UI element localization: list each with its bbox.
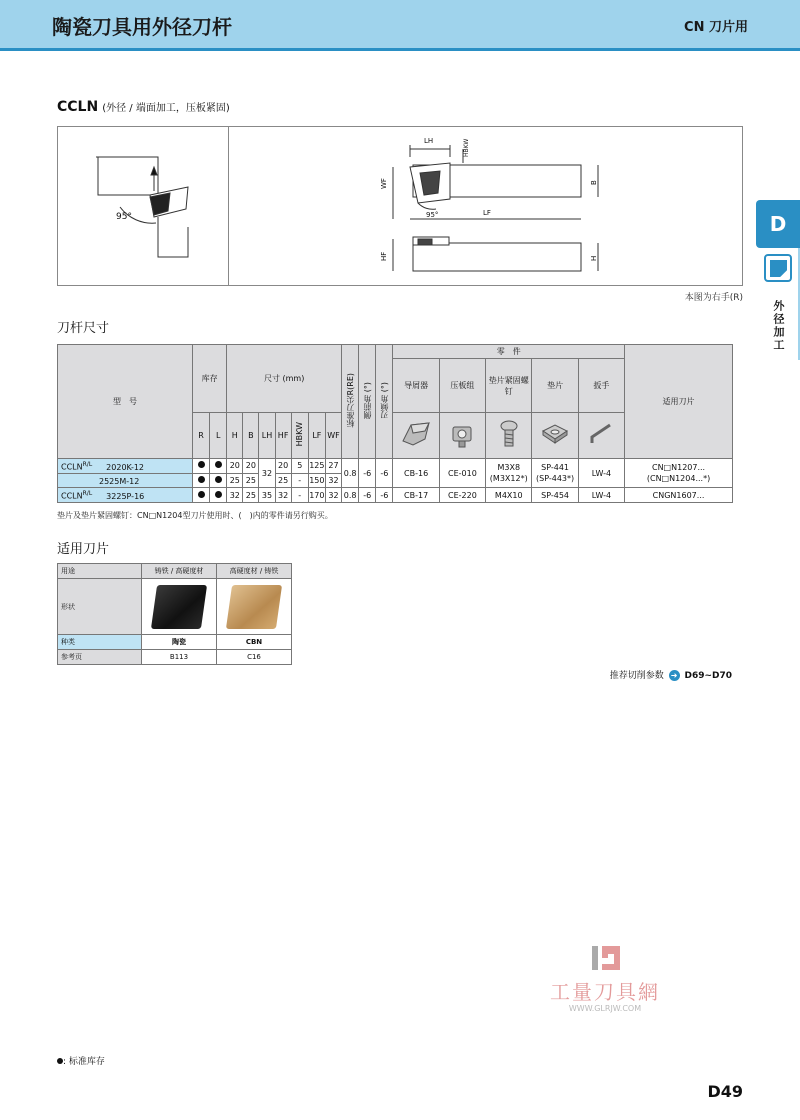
row-shape-label: 形状 xyxy=(58,579,142,635)
section-label: 外径加工 xyxy=(772,300,785,352)
right-angle-label: 95° xyxy=(426,211,439,219)
model-description: (外径 / 端面加工，压板紧固) xyxy=(102,103,230,114)
col-parts-header: 零 件 xyxy=(393,345,625,359)
cell-wf: 32 xyxy=(325,473,341,488)
cell-side-angle: -6 xyxy=(359,459,376,488)
parts-wrench-header: 扳手 xyxy=(578,359,624,413)
holder-spec-table xyxy=(57,344,733,503)
stock-r-header: R xyxy=(192,413,209,459)
table-row-model: $CCLN^{R/L}$ 3225P-16 xyxy=(58,488,193,503)
recommend-label: 推荐切削参数 xyxy=(609,671,664,681)
b-label: B xyxy=(590,180,598,185)
arrow-right-icon: ➜ xyxy=(669,670,680,681)
cell-wrench: LW-4 xyxy=(578,488,624,503)
top-view xyxy=(393,145,598,219)
col-incl-angle-header: 刃倾角 (°) xyxy=(376,345,393,459)
stock-l-dot xyxy=(210,459,227,474)
shim-icon xyxy=(532,413,578,459)
cell-chipbreaker: CB-17 xyxy=(393,488,439,503)
side-view xyxy=(393,237,598,271)
cell-chipbreaker: CB-16 xyxy=(393,459,439,488)
dim-lf-header: LF xyxy=(308,413,325,459)
dim-b-header: B xyxy=(243,413,259,459)
lh-label: LH xyxy=(424,137,434,145)
row-ref-label: 参考页 xyxy=(58,650,142,665)
type-cbn: CBN xyxy=(217,635,292,650)
model-heading xyxy=(57,99,230,115)
h-label: H xyxy=(590,255,598,261)
hf-label: HF xyxy=(380,251,388,261)
col-re-header: 标准刀尖R(RE) xyxy=(342,345,359,459)
inserts-heading: 适用刀片 xyxy=(57,542,110,557)
cell-hf: 25 xyxy=(275,473,291,488)
row-type-label: 种类 xyxy=(58,635,142,650)
header-underline xyxy=(0,48,800,51)
hbkw-label: HBKW xyxy=(463,138,470,157)
cell-side-angle: -6 xyxy=(359,488,376,503)
cell-re: 0.8 xyxy=(342,459,359,488)
cell-screw: M4X10 xyxy=(486,488,532,503)
cell-shim: SP-454 xyxy=(532,488,578,503)
watermark-text: 工量刀具網 xyxy=(550,980,660,1004)
wrench-icon xyxy=(578,413,624,459)
col-model-header: 型 号 xyxy=(58,345,193,459)
stock-r-dot xyxy=(192,473,209,488)
recommended-params[interactable] xyxy=(610,668,732,681)
stock-l-dot xyxy=(210,473,227,488)
cell-lh: 32 xyxy=(259,459,275,488)
chipbreaker-icon xyxy=(393,413,439,459)
cell-screw: M3X8 (M3X12*) xyxy=(486,459,532,488)
stock-legend: : 标准库存 xyxy=(57,1054,105,1067)
row-use-label: 用途 xyxy=(58,564,142,579)
left-angle-label: 95° xyxy=(116,212,132,222)
dim-h-header: H xyxy=(227,413,243,459)
parts-chipbreaker-header: 导屑器 xyxy=(393,359,439,413)
cbn-insert-image xyxy=(217,579,292,635)
cell-h: 25 xyxy=(227,473,243,488)
cell-hbkw: 5 xyxy=(291,459,308,474)
cell-wf: 27 xyxy=(325,459,341,474)
insert-table xyxy=(57,563,292,665)
cell-lf: 170 xyxy=(308,488,325,503)
model-code: CCLN xyxy=(57,99,99,115)
col-dims-header: 尺寸 (mm) xyxy=(227,345,342,413)
type-ceramic: 陶瓷 xyxy=(142,635,217,650)
col-inserts-header: 适用刀片 xyxy=(625,345,733,459)
watermark-logo-icon xyxy=(590,944,622,974)
cell-shim: SP-441 (SP-443*) xyxy=(532,459,578,488)
cell-h: 20 xyxy=(227,459,243,474)
turning-icon xyxy=(764,254,792,282)
workpiece-view xyxy=(96,157,188,257)
table-row-model: 2525M-12 xyxy=(58,473,193,488)
dim-lh-header: LH xyxy=(259,413,275,459)
parts-shim-header: 垫片 xyxy=(532,359,578,413)
page-title: 陶瓷刀具用外径刀杆 xyxy=(52,15,232,39)
holder-drawing xyxy=(58,127,742,285)
table-row-model: $CCLN^{R/L}$ 2020K-12 xyxy=(58,459,193,474)
ref-ceramic[interactable]: B113 xyxy=(142,650,217,665)
stock-r-dot xyxy=(192,459,209,474)
wf-label: WF xyxy=(380,178,388,189)
cell-hf: 20 xyxy=(275,459,291,474)
holder-diagram xyxy=(57,126,743,286)
watermark xyxy=(535,944,675,1024)
cell-b: 20 xyxy=(243,459,259,474)
col-side-angle-header: 侧前角 (°) xyxy=(359,345,376,459)
cell-re: 0.8 xyxy=(342,488,359,503)
parts-screw-header: 垫片紧固螺钉 xyxy=(486,359,532,413)
cell-incl-angle: -6 xyxy=(376,488,393,503)
stock-l-header: L xyxy=(210,413,227,459)
cell-wf: 32 xyxy=(325,488,341,503)
cell-lf: 150 xyxy=(308,473,325,488)
cell-b: 25 xyxy=(243,473,259,488)
stock-l-dot xyxy=(210,488,227,503)
cell-h: 32 xyxy=(227,488,243,503)
cell-wrench: LW-4 xyxy=(578,459,624,488)
cell-lh: 35 xyxy=(259,488,275,503)
use-ceramic: 铸铁 / 高硬度材 xyxy=(142,564,217,579)
parts-clamp-header: 压板组 xyxy=(439,359,485,413)
watermark-url: WWW.GLRJW.COM xyxy=(568,1004,642,1013)
recommend-pages[interactable]: D69~D70 xyxy=(684,671,732,681)
screw-icon xyxy=(486,413,532,459)
cell-clamp: CE-010 xyxy=(439,459,485,488)
holder-dims-heading: 刀杆尺寸 xyxy=(57,321,110,336)
dim-hf-header: HF xyxy=(275,413,291,459)
cell-b: 25 xyxy=(243,488,259,503)
cell-incl-angle: -6 xyxy=(376,459,393,488)
ceramic-insert-image xyxy=(142,579,217,635)
page-number: D49 xyxy=(707,1082,743,1101)
header-category: CN 刀片用 xyxy=(684,20,748,35)
table-footnote: 垫片及垫片紧固螺钉：CN□N1204型刀片使用时、( )内的零件请另行购买。 xyxy=(57,511,333,520)
col-stock-header: 库存 xyxy=(192,345,226,413)
cell-hf: 32 xyxy=(275,488,291,503)
cell-insert: CN□N1207... (CN□N1204...*) xyxy=(625,459,733,488)
clamp-icon xyxy=(439,413,485,459)
cell-lf: 125 xyxy=(308,459,325,474)
dim-hbkw-header: HBKW xyxy=(291,413,308,459)
diagram-note: 本图为右手(R) xyxy=(684,293,743,303)
cell-clamp: CE-220 xyxy=(439,488,485,503)
stock-r-dot xyxy=(192,488,209,503)
cell-hbkw: - xyxy=(291,473,308,488)
section-tab[interactable]: D xyxy=(756,200,800,248)
lf-label: LF xyxy=(483,209,491,217)
dim-wf-header: WF xyxy=(325,413,341,459)
use-cbn: 高硬度材 / 铸铁 xyxy=(217,564,292,579)
ref-cbn[interactable]: C16 xyxy=(217,650,292,665)
cell-insert: CNGN1607... xyxy=(625,488,733,503)
cell-hbkw: - xyxy=(291,488,308,503)
